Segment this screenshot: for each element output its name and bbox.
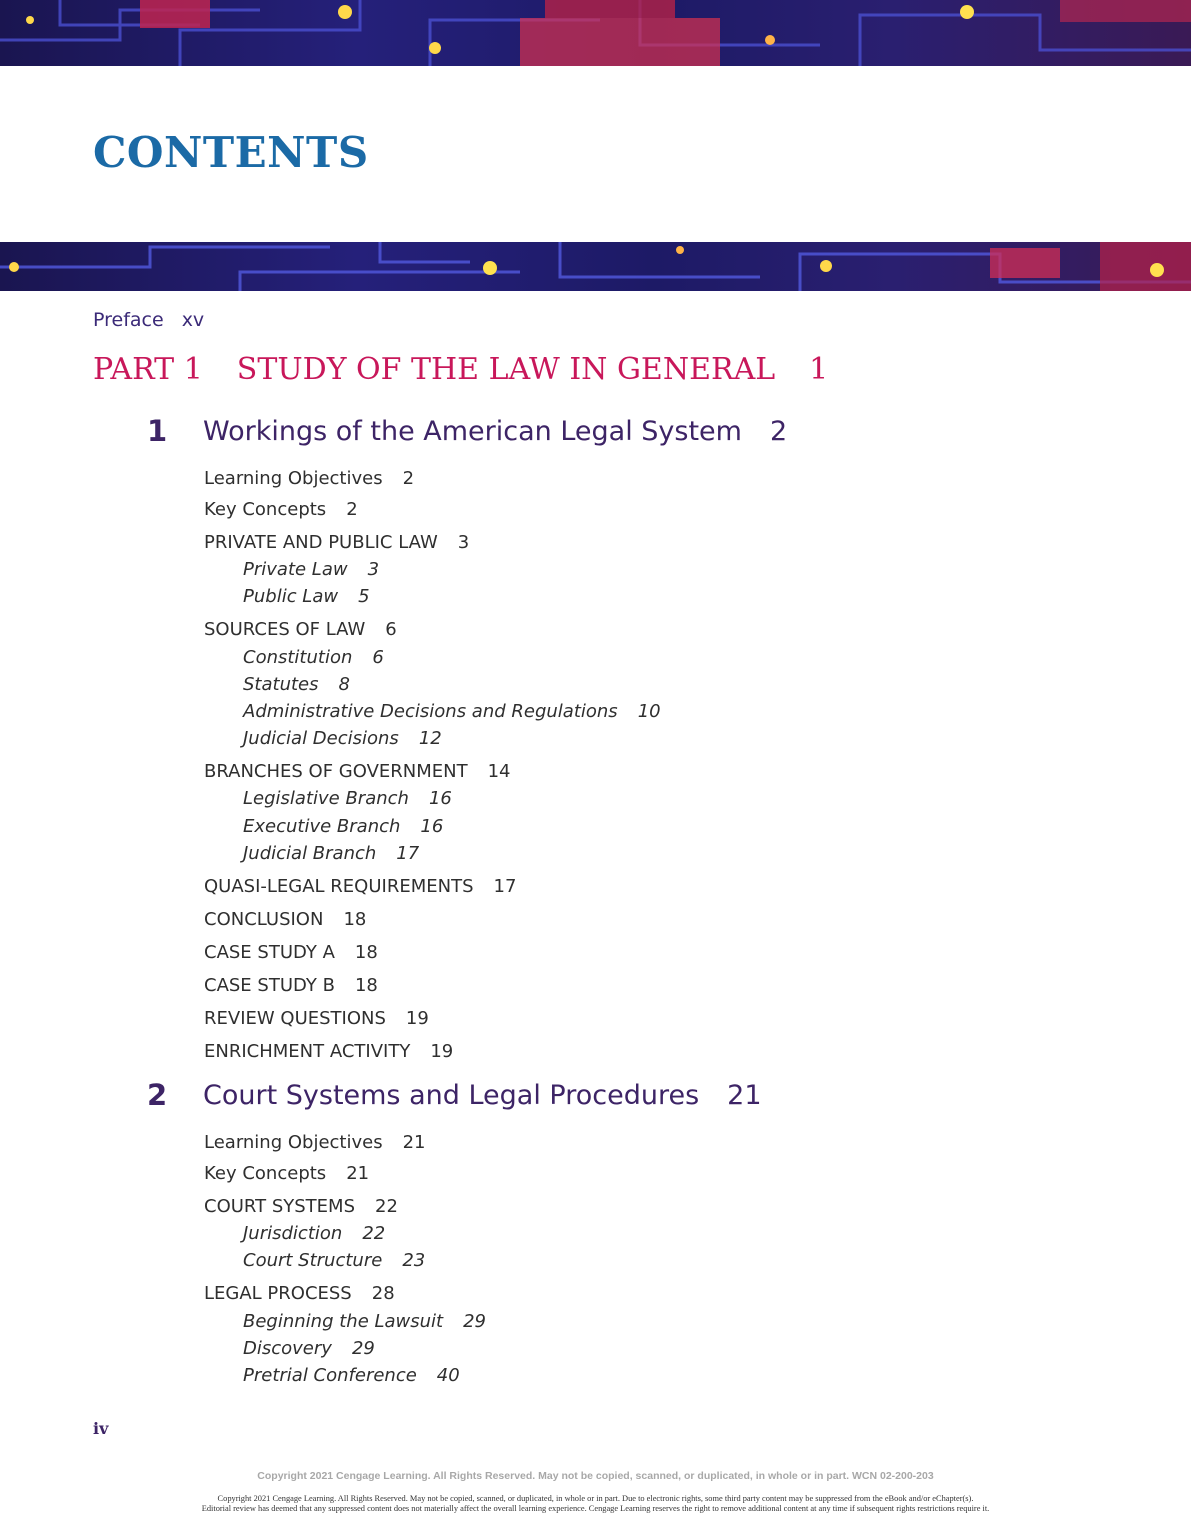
- toc-subsection[interactable]: Jurisdiction 22: [243, 1223, 386, 1244]
- toc-subsection[interactable]: Pretrial Conference 40: [243, 1365, 460, 1386]
- chapter-2: [0, 1078, 1191, 1386]
- toc-subsection[interactable]: Discovery 29: [243, 1338, 375, 1359]
- part-heading[interactable]: [93, 352, 828, 387]
- toc-subsection[interactable]: Judicial Branch 17: [243, 843, 420, 864]
- toc-subsection[interactable]: Legislative Branch 16: [243, 788, 452, 809]
- toc-subsection[interactable]: Judicial Decisions 12: [243, 728, 442, 749]
- chapter-number: 2: [147, 1078, 168, 1112]
- toc-subsection[interactable]: Public Law 5: [243, 586, 370, 607]
- chapter-title: Workings of the American Legal System: [203, 416, 742, 447]
- toc-entry[interactable]: Learning Objectives 2: [204, 468, 415, 489]
- toc-section[interactable]: COURT SYSTEMS 22: [204, 1196, 398, 1217]
- chapter-page: 2: [769, 416, 788, 447]
- chapter-heading[interactable]: [0, 414, 1191, 448]
- toc-entry[interactable]: Key Concepts 21: [204, 1163, 370, 1184]
- toc-section[interactable]: SOURCES OF LAW 6: [204, 619, 397, 640]
- toc-section[interactable]: CASE STUDY A 18: [204, 942, 378, 963]
- copyright-line: Copyright 2021 Cengage Learning. All Rights Reserved. May not be copied, scanned, or duplicated, in whole or in part. Due to electronic rights, some third party content may be suppressed from the eBook and/or eChapter(s).: [217, 1494, 974, 1503]
- toc-section[interactable]: CONCLUSION 18: [204, 909, 367, 930]
- toc-section[interactable]: PRIVATE AND PUBLIC LAW 3: [204, 532, 470, 553]
- chapter-page: 21: [727, 1080, 762, 1111]
- circuit-board-image: [0, 0, 1191, 66]
- toc-subsection[interactable]: Private Law 3: [243, 559, 380, 580]
- toc-section[interactable]: LEGAL PROCESS 28: [204, 1283, 395, 1304]
- toc-entry[interactable]: Key Concepts 2: [204, 499, 358, 520]
- chapter-number: 1: [147, 414, 168, 448]
- toc-entry-preface[interactable]: [93, 309, 204, 331]
- page-title: CONTENTS: [93, 128, 369, 177]
- toc-subsection[interactable]: Court Structure 23: [243, 1250, 426, 1271]
- toc-subsection[interactable]: Administrative Decisions and Regulations 10: [243, 701, 661, 722]
- chapter-1: [0, 414, 1191, 1062]
- toc-subsection[interactable]: Statutes 8: [243, 674, 350, 695]
- toc-subsection[interactable]: Beginning the Lawsuit 29: [243, 1311, 487, 1332]
- preface-label: Preface: [93, 309, 164, 331]
- page-folio: iv: [93, 1419, 109, 1438]
- preface-page: xv: [181, 309, 205, 331]
- toc-subsection[interactable]: Executive Branch 16: [243, 816, 444, 837]
- part-title: STUDY OF THE LAW IN GENERAL: [236, 352, 776, 387]
- toc-section[interactable]: BRANCHES OF GOVERNMENT 14: [204, 761, 511, 782]
- part-label: PART 1: [93, 352, 203, 387]
- header-circuit-banner: [0, 0, 1191, 66]
- circuit-board-image: [0, 242, 1191, 291]
- copyright-line: Editorial review has deemed that any suppressed content does not materially affect the overall learning experience. Cengage Learning reserves the right to remove additional content at any time if subsequent rights restrictions require it.: [201, 1504, 990, 1513]
- chapter-heading[interactable]: [0, 1078, 1191, 1112]
- section-circuit-banner: [0, 242, 1191, 291]
- toc-section[interactable]: ENRICHMENT ACTIVITY 19: [204, 1041, 454, 1062]
- chapter-title: Court Systems and Legal Procedures: [203, 1080, 700, 1111]
- toc-subsection[interactable]: Constitution 6: [243, 647, 384, 668]
- toc-section[interactable]: REVIEW QUESTIONS 19: [204, 1008, 429, 1029]
- toc-entry[interactable]: Learning Objectives 21: [204, 1132, 426, 1153]
- copyright-notice: Copyright 2021 Cengage Learning. All Rights Reserved. May not be copied, scanned, or duplicated, in whole or in part. WCN 02-200-203: [257, 1470, 934, 1482]
- copyright-disclaimer: [0, 1494, 1191, 1514]
- toc-section[interactable]: QUASI-LEGAL REQUIREMENTS 17: [204, 876, 517, 897]
- toc-section[interactable]: CASE STUDY B 18: [204, 975, 378, 996]
- part-page: 1: [809, 352, 829, 387]
